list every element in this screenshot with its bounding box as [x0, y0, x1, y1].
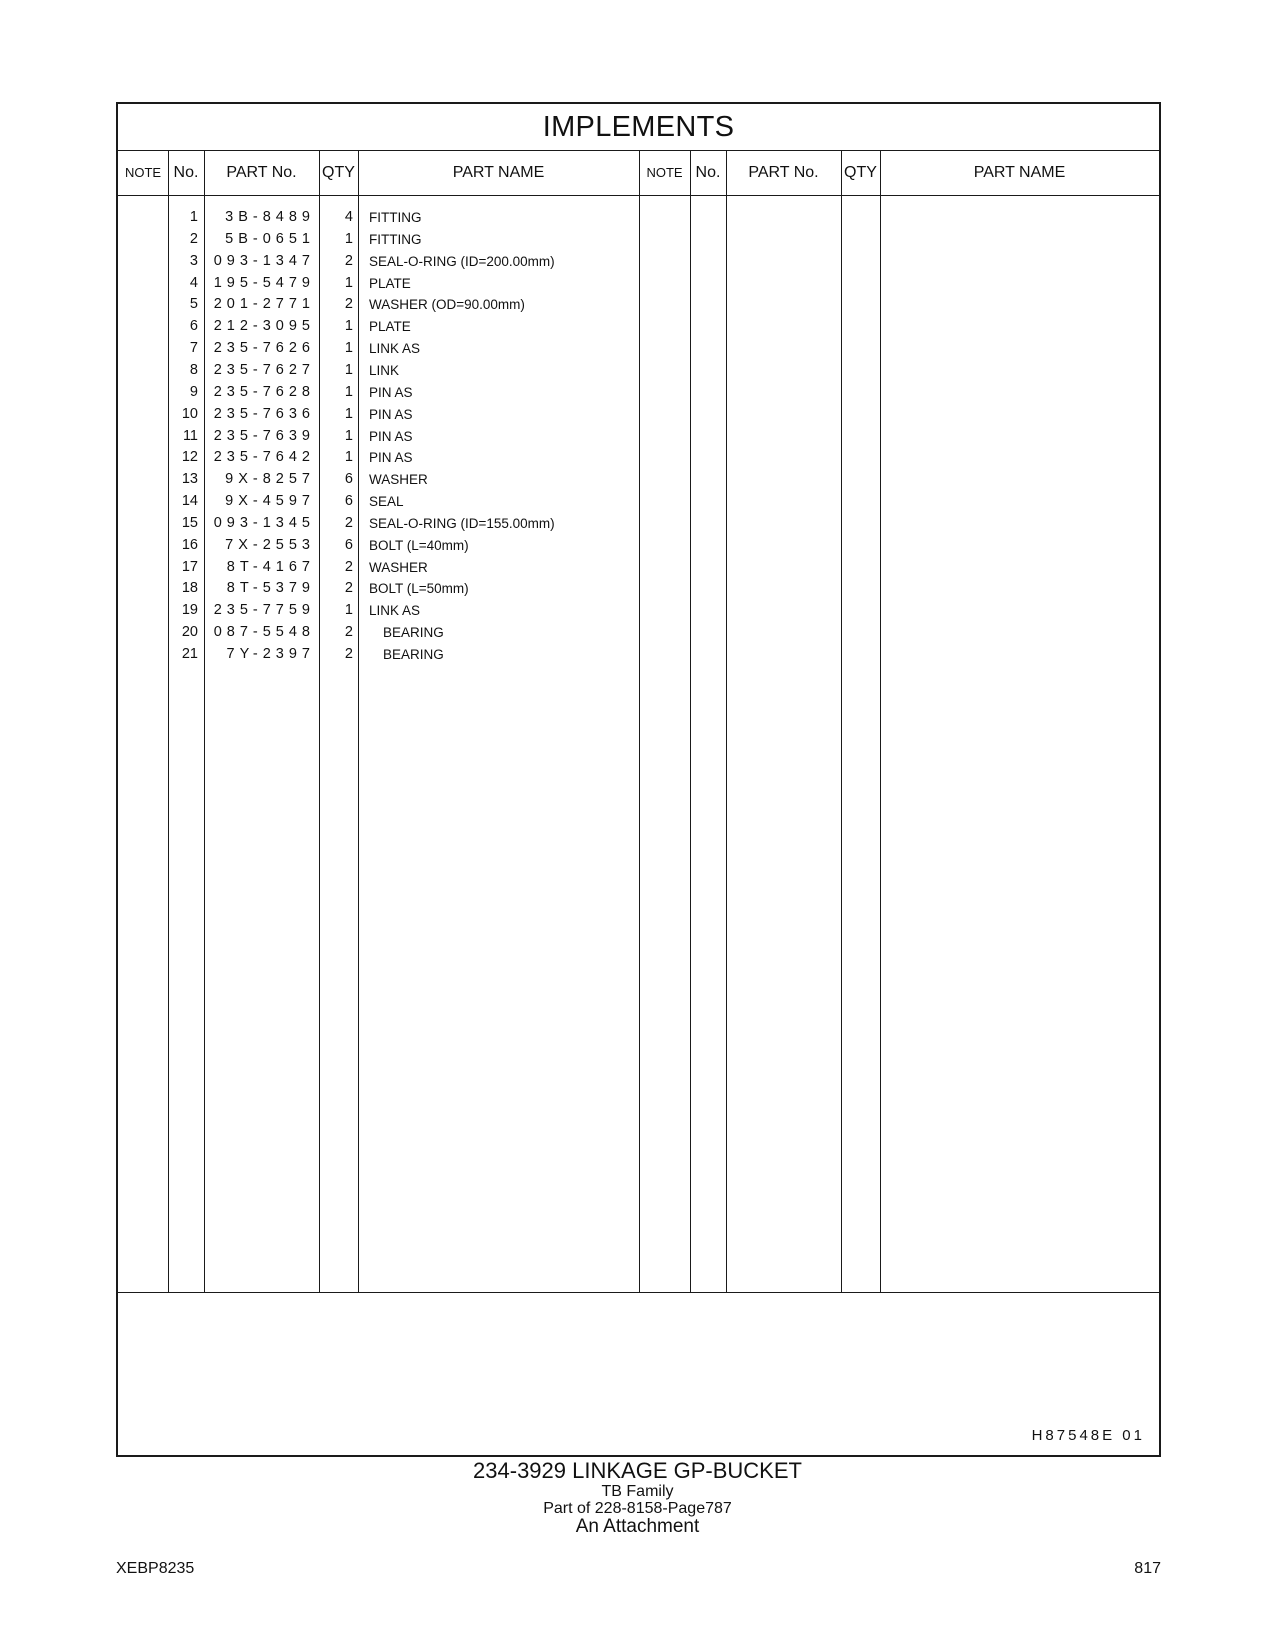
table-row	[118, 578, 639, 600]
table-row	[118, 251, 639, 273]
row-part-number: 093-1347	[213, 252, 315, 269]
table-row	[118, 360, 639, 382]
row-part-name: PIN AS	[369, 450, 413, 466]
row-quantity: 2	[344, 558, 353, 575]
row-part-number: 087-5548	[213, 624, 315, 641]
table-row	[118, 491, 639, 513]
caption-family: TB Family	[601, 1483, 674, 1500]
row-part-name: PIN AS	[369, 428, 413, 444]
row-part-name: BOLT (L=40mm)	[369, 537, 469, 553]
row-part-number: 195-5479	[213, 274, 315, 291]
row-part-number: 7Y-2397	[226, 646, 315, 662]
header-note: NOTE	[646, 165, 683, 180]
row-number: 3	[189, 252, 198, 269]
row-part-number: 201-2771	[213, 296, 315, 313]
row-number: 10	[181, 405, 198, 422]
row-part-name: WASHER (OD=90.00mm)	[369, 297, 525, 313]
row-part-number: 235-7639	[213, 427, 315, 444]
row-part-name: SEAL	[369, 494, 404, 510]
row-part-number: 235-7759	[213, 602, 315, 619]
row-number: 11	[182, 427, 198, 444]
table-row	[118, 207, 639, 229]
row-part-number: 9X-8257	[225, 471, 315, 488]
footer-divider	[118, 1292, 1159, 1293]
row-part-number: 7X-2553	[225, 536, 315, 553]
row-quantity: 1	[344, 230, 353, 247]
row-number: 6	[189, 318, 198, 335]
row-quantity: 1	[344, 340, 353, 357]
header-note: NOTE	[124, 165, 162, 180]
row-part-name: PLATE	[369, 275, 411, 291]
row-number: 7	[189, 340, 198, 357]
row-quantity: 1	[344, 383, 353, 400]
caption-attachment: An Attachment	[575, 1516, 700, 1537]
caption-part-of: Part of 228-8158-Page787	[543, 1500, 732, 1517]
row-quantity: 6	[344, 493, 353, 510]
table-row	[118, 644, 639, 666]
table-row	[118, 382, 639, 404]
document-id: XEBP8235	[116, 1560, 195, 1577]
row-part-number: 235-7626	[213, 340, 315, 357]
row-number: 17	[181, 558, 198, 575]
col-divider	[841, 150, 842, 1292]
row-part-name: LINK AS	[369, 603, 421, 619]
table-row	[118, 316, 639, 338]
row-number: 16	[181, 536, 198, 553]
table-row	[118, 622, 639, 644]
row-number: 19	[181, 602, 198, 619]
row-part-name: PLATE	[369, 319, 411, 335]
row-quantity: 2	[344, 514, 353, 531]
row-number: 15	[181, 514, 198, 531]
row-part-name: SEAL-O-RING (ID=155.00mm)	[369, 515, 555, 531]
row-part-name: PIN AS	[369, 384, 413, 400]
row-part-name: BEARING	[383, 647, 444, 662]
col-divider	[690, 150, 691, 1292]
table-row	[118, 426, 639, 448]
row-quantity: 1	[344, 405, 353, 422]
table-title: IMPLEMENTS	[118, 104, 1159, 151]
col-divider	[880, 150, 881, 1292]
table-row	[118, 600, 639, 622]
row-part-name: BOLT (L=50mm)	[369, 581, 469, 597]
col-divider	[726, 150, 727, 1292]
row-part-number: 3B-8489	[225, 209, 315, 225]
table-row	[118, 404, 639, 426]
row-part-number: 235-7642	[213, 449, 315, 466]
row-number: 4	[189, 274, 198, 291]
row-quantity: 1	[344, 318, 353, 335]
row-number: 21	[181, 646, 198, 662]
table-row	[118, 469, 639, 491]
row-quantity: 4	[344, 209, 353, 225]
row-quantity: 2	[344, 580, 353, 597]
row-quantity: 2	[344, 252, 353, 269]
table-row	[118, 447, 639, 469]
row-part-number: 235-7628	[213, 383, 315, 400]
page-number: 817	[1134, 1560, 1161, 1577]
table-row	[118, 294, 639, 316]
row-part-name: WASHER	[369, 559, 428, 575]
row-part-name: PIN AS	[369, 406, 413, 422]
row-quantity: 2	[344, 296, 353, 313]
header-qty: QTY	[322, 164, 355, 181]
row-number: 20	[181, 624, 198, 641]
row-part-name: FITTING	[369, 210, 422, 225]
row-quantity: 1	[344, 602, 353, 619]
row-part-name: LINK AS	[369, 341, 421, 357]
row-quantity: 1	[344, 427, 353, 444]
row-number: 13	[181, 471, 198, 488]
parts-table-frame	[116, 102, 1161, 1457]
row-part-number: 093-1345	[213, 514, 315, 531]
row-quantity: 2	[344, 624, 353, 641]
row-part-number: 212-3095	[213, 318, 315, 335]
col-divider	[639, 150, 640, 1292]
row-part-number: 235-7627	[213, 361, 315, 378]
row-part-number: 235-7636	[213, 405, 315, 422]
table-row	[118, 338, 639, 360]
row-quantity: 6	[344, 471, 353, 488]
row-number: 8	[189, 361, 198, 378]
row-part-name: LINK	[369, 362, 400, 378]
row-quantity: 6	[344, 536, 353, 553]
row-number: 9	[189, 383, 198, 400]
row-number: 2	[189, 230, 198, 247]
row-number: 14	[181, 493, 198, 510]
table-row	[118, 535, 639, 557]
row-part-number: 5B-0651	[225, 230, 315, 247]
row-part-name: BEARING	[383, 625, 444, 641]
row-part-name: WASHER	[369, 472, 428, 488]
row-part-number: 9X-4597	[225, 493, 315, 510]
row-number: 18	[181, 580, 198, 597]
row-part-number: 8T-5379	[226, 580, 315, 597]
drawing-code: H87548E 01	[1031, 1427, 1145, 1444]
row-number: 5	[189, 296, 198, 313]
row-quantity: 1	[344, 361, 353, 378]
header-no: No.	[695, 164, 721, 181]
row-quantity: 2	[344, 646, 353, 662]
row-part-name: SEAL-O-RING (ID=200.00mm)	[369, 253, 555, 269]
row-part-number: 8T-4167	[226, 558, 315, 575]
header-part-no: PART No.	[226, 164, 297, 181]
header-part-name: PART NAME	[452, 164, 545, 181]
table-row	[118, 513, 639, 535]
header-part-no: PART No.	[748, 164, 819, 181]
row-number: 1	[189, 209, 198, 225]
header-qty: QTY	[844, 164, 877, 181]
row-quantity: 1	[344, 274, 353, 291]
row-part-name: FITTING	[369, 231, 422, 247]
table-row	[118, 557, 639, 579]
caption-title: 234-3929 LINKAGE GP-BUCKET	[473, 1458, 802, 1483]
table-row	[118, 229, 639, 251]
row-quantity: 1	[344, 449, 353, 466]
row-number: 12	[181, 449, 198, 466]
header-part-name: PART NAME	[973, 164, 1066, 181]
header-no: No.	[173, 164, 199, 181]
table-row	[118, 273, 639, 295]
